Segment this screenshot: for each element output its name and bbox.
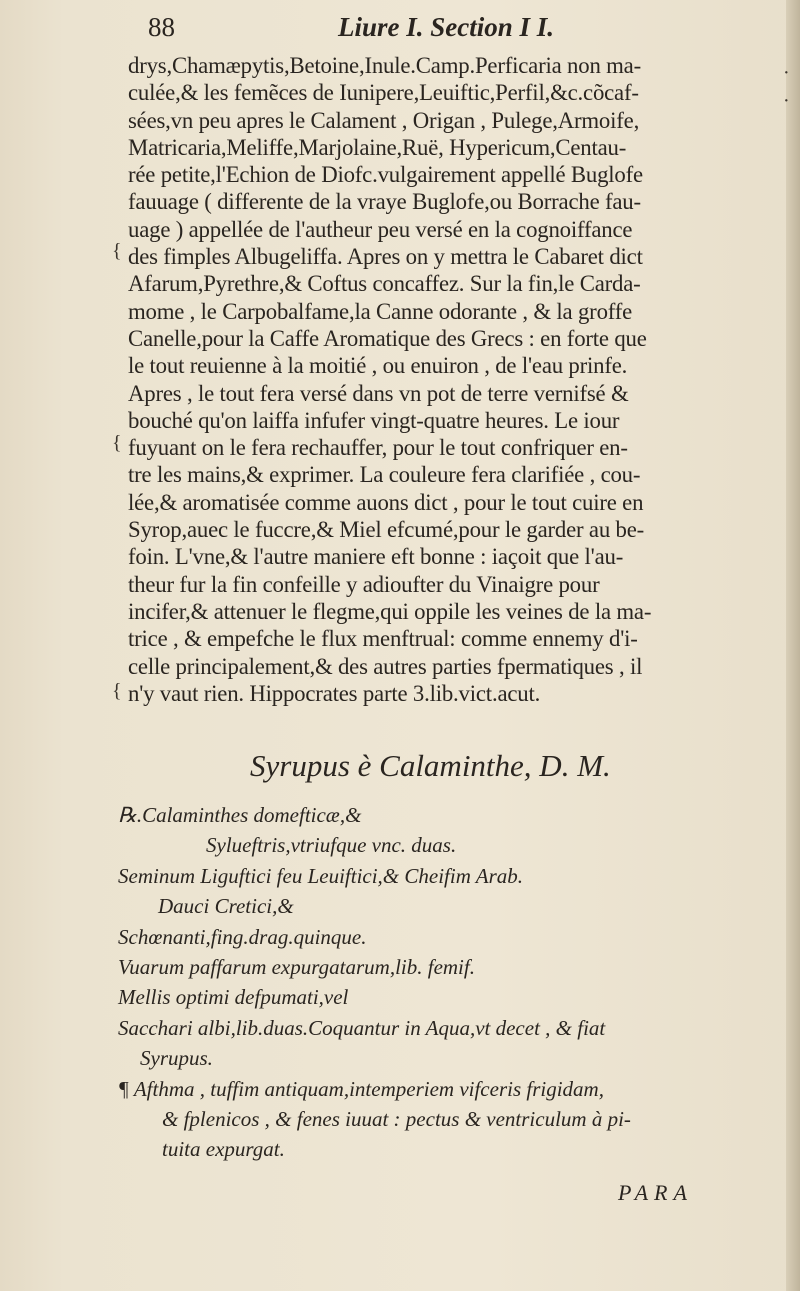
- text-line: lée,& aromatisée comme auons dict , pour le tout cuire en: [128, 489, 644, 515]
- text-line: Afarum,Pyrethre,& Coftus concaffez. Sur la fin,le Carda-: [128, 271, 641, 297]
- text-line: uage ) appellée de l'autheur peu versé en la cognoiffance: [128, 216, 633, 242]
- body-text: [128, 52, 768, 707]
- text-line: incifer,& attenuer le flegme,qui oppile les veines de la ma-: [128, 598, 652, 624]
- text-line: Canelle,pour la Caffe Aromatique des Grecs : en forte que: [128, 325, 647, 351]
- margin-bracket: {: [112, 680, 122, 702]
- page-number: 88: [148, 12, 175, 42]
- page-edge: [786, 0, 800, 1291]
- text-line: Syrop,auec le fuccre,& Miel efcumé,pour le garder au be-: [128, 517, 645, 543]
- text-line: le tout reuienne à la moitié , ou enuiron , de l'eau prinfe.: [128, 353, 628, 379]
- recipe-line: Sylueftris,vtriufque vnc. duas.: [206, 833, 457, 858]
- margin-mark: ·: [783, 62, 790, 84]
- recipe-line: Dauci Cretici,&: [158, 894, 294, 919]
- recipe-line: & fplenicos , & fenes iuuat : pectus & ventriculum à pi-: [162, 1107, 631, 1132]
- recipe-block: [118, 800, 768, 1165]
- text-line: fuyuant on le fera rechauffer, pour le tout confriquer en-: [128, 435, 628, 461]
- recipe-line: Seminum Liguftici feu Leuiftici,& Cheifim Arab.: [118, 863, 524, 888]
- text-line: culée,& les femẽces de Iunipere,Leuiftic,Perfil,&c.cõcaf-: [128, 80, 639, 106]
- text-line: fauuage ( differente de la vraye Buglofe,ou Borrache fau-: [128, 189, 641, 215]
- recipe-line: Syrupus.: [140, 1046, 213, 1071]
- text-line: des fimples Albugeliffa. Apres on y mettra le Cabaret dict: [128, 244, 643, 270]
- text-line: Apres , le tout fera versé dans vn pot de terre vernifsé &: [128, 380, 629, 406]
- recipe-line: Sacchari albi,lib.duas.Coquantur in Aqua,vt decet , & fiat: [118, 1015, 606, 1040]
- recipe-line: ¶ Afthma , tuffim antiquam,intemperiem vifceris frigidam,: [118, 1076, 604, 1101]
- text-line: sées,vn peu apres le Calament , Origan , Pulege,Armoife,: [128, 107, 640, 133]
- text-line: trice , & empefche le flux menftrual: comme ennemy d'i-: [128, 626, 638, 652]
- text-line: drys,Chamæpytis,Betoine,Inule.Camp.Perficaria non ma-: [128, 53, 641, 78]
- text-line: rée petite,l'Echion de Diofc.vulgairement appellé Buglofe: [128, 162, 643, 188]
- running-head: Liure I. Section I I.: [338, 12, 555, 42]
- catchword: PARA: [618, 1180, 693, 1205]
- margin-mark: ·: [783, 90, 790, 112]
- margin-bracket: {: [112, 240, 122, 262]
- text-line: mome , le Carpobalfame,la Canne odorante , & la groffe: [128, 298, 633, 324]
- recipe-line: Mellis optimi defpumati,vel: [118, 985, 349, 1010]
- text-line: bouché qu'on laiffa infufer vingt-quatre heures. Le iour: [128, 407, 620, 433]
- recipe-line: ℞.Calaminthes domefticæ,&: [118, 803, 362, 827]
- text-line: tre les mains,& exprimer. La couleure fera clarifiée , cou-: [128, 462, 641, 488]
- text-line: n'y vaut rien. Hippocrates parte 3.lib.vict.acut.: [128, 680, 541, 706]
- text-line: Matricaria,Meliffe,Marjolaine,Ruë, Hypericum,Centau-: [128, 134, 627, 160]
- recipe-line: tuita expurgat.: [162, 1137, 285, 1162]
- recipe-line: Schœnanti,fing.drag.quinque.: [118, 924, 367, 949]
- page-header: [148, 12, 708, 48]
- text-line: foin. L'vne,& l'autre maniere eft bonne : iaçoit que l'au-: [128, 544, 624, 570]
- recipe-line: Vuarum paffarum expurgatarum,lib. femif.: [118, 955, 475, 980]
- margin-bracket: {: [112, 432, 122, 454]
- text-line: theur fur la fin confeille y adioufter du Vinaigre pour: [128, 571, 600, 597]
- section-title: Syrupus è Calaminthe, D. M.: [250, 748, 611, 783]
- text-line: celle principalement,& des autres parties fpermatiques , il: [128, 653, 643, 679]
